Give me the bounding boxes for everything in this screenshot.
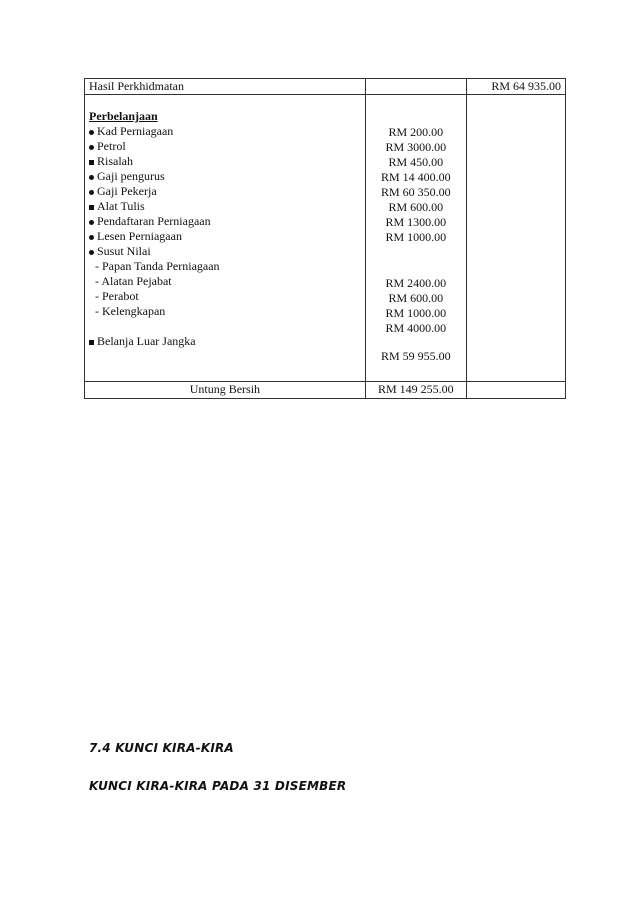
depreciation-amount: RM 4000.00 <box>385 321 447 335</box>
expenses-label-cell <box>85 95 366 382</box>
expense-amount: RM 14 400.00 <box>380 170 451 184</box>
income-statement-table <box>84 78 566 399</box>
bullet-icon <box>89 235 94 240</box>
expense-amount: RM 200.00 <box>388 125 444 139</box>
net-profit-row <box>85 382 566 399</box>
expense-amount: RM 3000.00 <box>385 140 447 154</box>
expense-item: Susut Nilai <box>89 244 361 259</box>
revenue-amount: RM 64 935.00 <box>466 79 565 95</box>
section-heading: 7.4 KUNCI KIRA-KIRA <box>89 741 234 755</box>
expense-item: Kad Perniagaan <box>89 124 361 139</box>
depreciation-sub-item: - Kelengkapan <box>95 304 166 318</box>
expense-item: Gaji Pekerja <box>89 184 361 199</box>
total-expense-amount: RM 59 955.00 <box>380 349 451 363</box>
depreciation-amount: RM 600.00 <box>388 291 444 305</box>
depreciation-sub-item: - Perabot <box>95 289 139 303</box>
revenue-row <box>85 79 566 95</box>
square-bullet-icon <box>89 205 94 210</box>
expense-amount: RM 450.00 <box>388 155 444 169</box>
bullet-icon <box>89 190 94 195</box>
expense-item: Risalah <box>89 154 361 169</box>
expense-item: Gaji pengurus <box>89 169 361 184</box>
net-profit-right-cell <box>466 382 565 399</box>
expenses-row <box>85 95 566 382</box>
expenses-amount-cell <box>365 95 466 382</box>
depreciation-amount: RM 2400.00 <box>385 276 447 290</box>
expenses-right-cell <box>466 95 565 382</box>
revenue-label: Hasil Perkhidmatan <box>85 79 366 95</box>
bullet-icon <box>89 145 94 150</box>
depreciation-amount: RM 1000.00 <box>385 306 447 320</box>
revenue-middle-cell <box>365 79 466 95</box>
bullet-icon <box>89 130 94 135</box>
expenses-heading: Perbelanjaan <box>89 109 158 123</box>
square-bullet-icon <box>89 160 94 165</box>
expense-amount: RM 1000.00 <box>385 230 447 244</box>
square-bullet-icon <box>89 340 94 345</box>
net-profit-label: Untung Bersih <box>85 382 366 399</box>
expense-item: Pendaftaran Perniagaan <box>89 214 361 229</box>
depreciation-sub-item: - Papan Tanda Perniagaan <box>95 259 220 273</box>
net-profit-amount: RM 149 255.00 <box>365 382 466 399</box>
expense-item: Belanja Luar Jangka <box>89 334 361 349</box>
expense-item: Lesen Perniagaan <box>89 229 361 244</box>
bullet-icon <box>89 250 94 255</box>
bullet-icon <box>89 220 94 225</box>
depreciation-sub-item: - Alatan Pejabat <box>95 274 172 288</box>
expense-item: Alat Tulis <box>89 199 361 214</box>
expense-amount: RM 60 350.00 <box>380 185 451 199</box>
expense-amount: RM 600.00 <box>388 200 444 214</box>
bullet-icon <box>89 175 94 180</box>
section-subheading: KUNCI KIRA-KIRA PADA 31 DISEMBER <box>89 779 347 793</box>
expense-amount: RM 1300.00 <box>385 215 447 229</box>
expense-item: Petrol <box>89 139 361 154</box>
